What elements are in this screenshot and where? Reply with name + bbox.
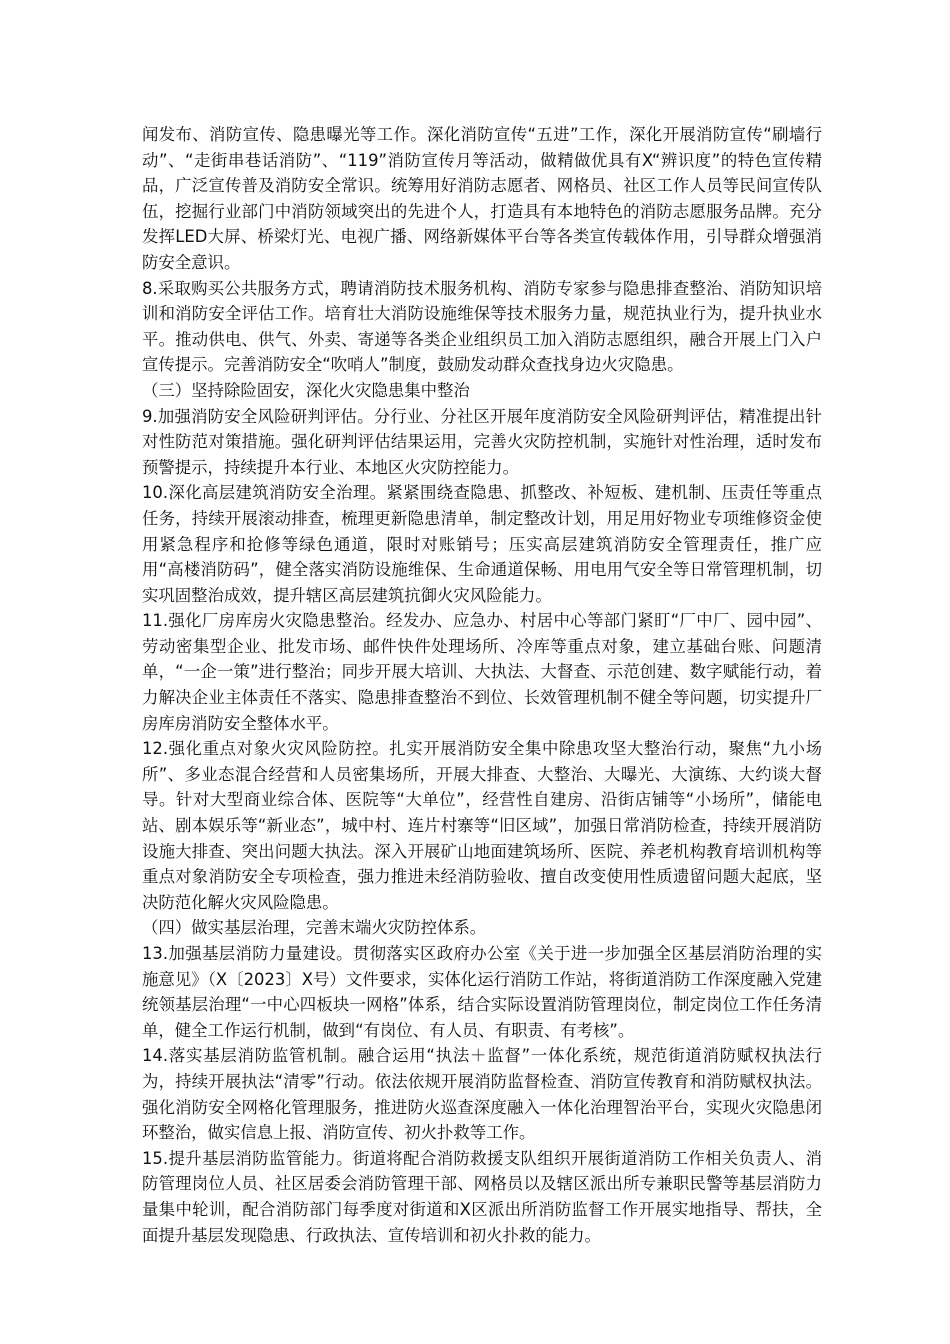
paragraph-publicity-continuation: 闻发布、消防宣传、隐患曝光等工作。深化消防宣传“五进”工作，深化开展消防宣传“刷墙行动”、“走街串巷话消防”、“119”消防宣传月等活动，做精做优具有X“辨识度”的特色宣传精品，广泛宣传普及消防安全常识。统筹用好消防志愿者、网格员、社区工作人员等民间宣传队伍，挖掘行业部门中消防领域突出的先进个人，打造具有本地特色的消防志愿服务品牌。充分发挥LED大屏、桥梁灯光、电视广播、网络新媒体平台等各类宣传载体作用，引导群众增强消防安全意识。 — [142, 125, 822, 272]
paragraph-item-9: 9.加强消防安全风险研判评估。分行业、分社区开展年度消防安全风险研判评估，精准提出针对性防范对策措施。强化研判评估结果运用，完善火灾防控机制，实施针对性治理，适时发布预警提示，持续提升本行业、本地区火灾防控能力。 — [142, 406, 822, 477]
paragraph-item-10: 10.深化高层建筑消防安全治理。紧紧围绕查隐患、抓整改、补短板、建机制、压责任等重点任务，持续开展滚动排查，梳理更新隐患清单，制定整改计划，用足用好物业专项维修资金使用紧急程序和抢修等绿色通道，限时对账销号；压实高层建筑消防安全管理责任，推广应用“高楼消防码”，健全落实消防设施维保、生命通道保畅、用电用气安全等日常管理机制，切实巩固整治成效，提升辖区高层建筑抗御火灾风险能力。 — [142, 483, 822, 605]
section-heading-4: （四）做实基层治理，完善末端火灾防控体系。 — [142, 918, 487, 938]
paragraph-item-12: 12.强化重点对象火灾风险防控。扎实开展消防安全集中除患攻坚大整治行动，聚焦“九小场所”、多业态混合经营和人员密集场所，开展大排查、大整治、大曝光、大演练、大约谈大督导。针对大型商业综合体、医院等“大单位”，经营性自建房、沿街店铺等“小场所”，储能电站、剧本娱乐等“新业态”，城中村、连片村寨等“旧区域”，加强日常消防检查，持续开展消防设施大排查、突出问题大执法。深入开展矿山地面建筑场所、医院、养老机构教育培训机构等重点对象消防安全专项检查，强力推进未经消防验收、擅自改变使用性质遗留问题大起底，坚决防范化解火灾风险隐患。 — [142, 739, 822, 912]
section-heading-3: （三）坚持除险固安，深化火灾隐患集中整治 — [142, 380, 470, 400]
paragraph-item-11: 11.强化厂房库房火灾隐患整治。经发办、应急办、村居中心等部门紧盯“厂中厂、园中园”、劳动密集型企业、批发市场、邮件快件处理场所、冷库等重点对象，建立基础台账、问题清单，“一企一策”进行整治；同步开展大培训、大执法、大督查、示范创建、数字赋能行动，着力解决企业主体责任不落实、隐患排查整治不到位、长效管理机制不健全等问题，切实提升厂房库房消防安全整体水平。 — [142, 611, 822, 733]
document-body — [142, 122, 822, 1248]
paragraph-item-8: 8.采取购买公共服务方式，聘请消防技术服务机构、消防专家参与隐患排查整治、消防知识培训和消防安全评估工作。培育壮大消防设施维保等技术服务力量，规范执业行为，提升执业水平。推动供电、供气、外卖、寄递等各类企业组织员工加入消防志愿组织，融合开展上门入户宣传提示。完善消防安全“吹哨人”制度，鼓励发动群众查找身边火灾隐患。 — [142, 278, 822, 375]
paragraph-item-15: 15.提升基层消防监管能力。街道将配合消防救援支队组织开展街道消防工作相关负责人、消防管理岗位人员、社区居委会消防管理干部、网格员以及辖区派出所专兼职民警等基层消防力量集中轮训，配合消防部门每季度对街道和X区派出所消防监督工作开展实地指导、帮扶，全面提升基层发现隐患、行政执法、宣传培训和初火扑救的能力。 — [142, 1148, 822, 1245]
paragraph-item-13: 13.加强基层消防力量建设。贯彻落实区政府办公室《关于进一步加强全区基层消防治理的实施意见》（X〔2023〕X号）文件要求，实体化运行消防工作站，将街道消防工作深度融入党建统领基层治理“一中心四板块一网格”体系，结合实际设置消防管理岗位，制定岗位工作任务清单，健全工作运行机制，做到“有岗位、有人员、有职责、有考核”。 — [142, 944, 822, 1040]
paragraph-item-14: 14.落实基层消防监管机制。融合运用“执法＋监督”一体化系统，规范街道消防赋权执法行为，持续开展执法“清零”行动。依法依规开展消防监督检查、消防宣传教育和消防赋权执法。强化消防安全网格化管理服务，推进防火巡查深度融入一体化治理智治平台，实现火灾隐患闭环整治，做实信息上报、消防宣传、初火扑救等工作。 — [142, 1046, 822, 1143]
